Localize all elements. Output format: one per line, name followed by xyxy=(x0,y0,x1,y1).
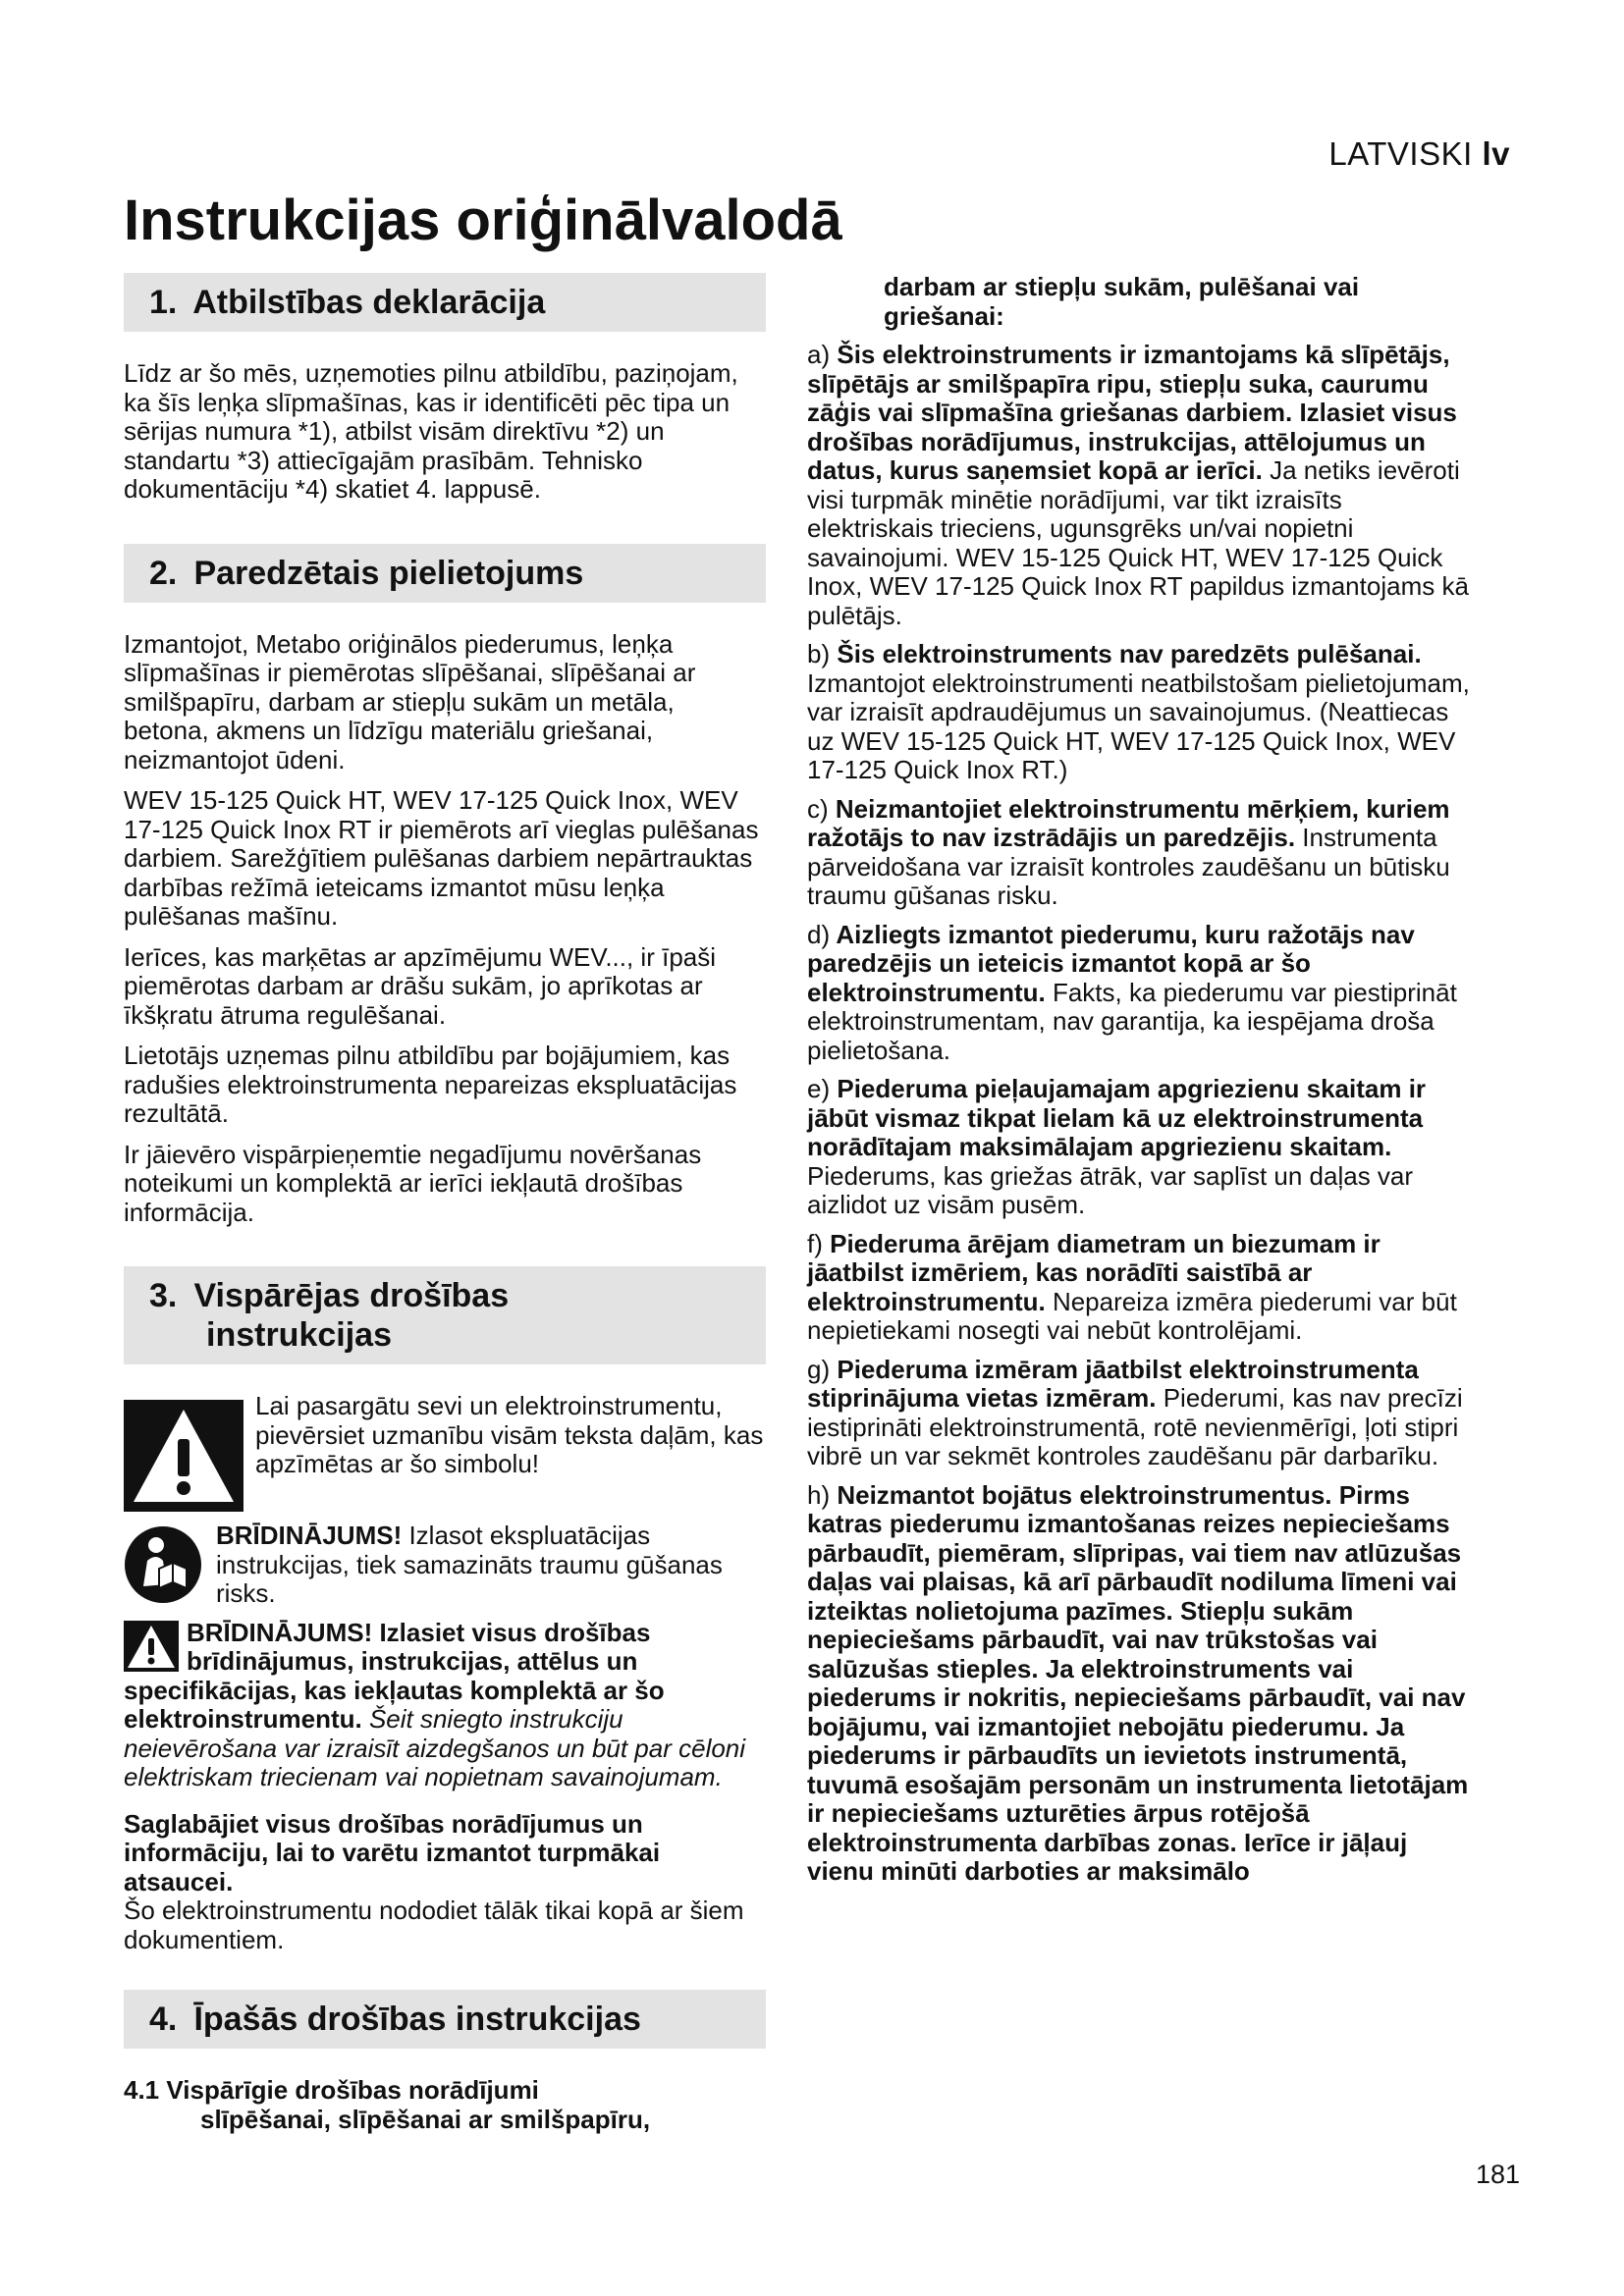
section-1-number: 1. xyxy=(149,284,178,321)
item-g-label: g) xyxy=(807,1354,831,1384)
item-a-label: a) xyxy=(807,340,831,369)
warning-triangle-small-icon xyxy=(124,1621,179,1672)
page-number: 181 xyxy=(1475,2160,1520,2189)
save-instructions-bold: Saglabājiet visus drošības norādījumus un informāciju, lai to varētu izmantot turpmākai atsaucei. xyxy=(124,1808,661,1896)
read-manual-note xyxy=(124,1522,766,1609)
section-1-paragraph: Līdz ar šo mēs, uzņemoties pilnu atbildību, paziņojam, ka šīs leņķa slīpmašīnas, kas ir identificēti pēc tipa un sērijas numura *1), atbilst visām direktīvu *2) un standartu *3) attiecīgajām prasībām. Tehnisko dokumentāciju *4) skatiet 4. lappusē. xyxy=(124,358,738,504)
section-2-heading xyxy=(124,544,766,603)
language-name: LATVISKI xyxy=(1328,135,1473,172)
save-instructions xyxy=(124,1810,766,1955)
save-instructions-text: Šo elektroinstrumentu nododiet tālāk tikai kopā ar šiem dokumentiem. xyxy=(124,1896,744,1954)
warning-symbol-note xyxy=(124,1392,766,1512)
item-c-label: c) xyxy=(807,793,829,824)
item-f-label: f) xyxy=(807,1228,823,1258)
subsection-4-1-heading xyxy=(124,2076,766,2134)
section-2-paragraph-2: WEV 15-125 Quick HT, WEV 17-125 Quick Inox, WEV 17-125 Quick Inox RT ir piemērots arī vieglas pulēšanas darbiem. Sarežģītiem pulēšanas darbiem nepārtrauktas darbības režīmā ieteicams izmantot mūsu leņķa pulēšanas mašīnu. xyxy=(124,785,759,931)
language-header xyxy=(1328,135,1510,173)
item-e-text: Piederums, kas griežas ātrāk, var saplīst un daļas var aizlidot uz visām pusēm. xyxy=(807,1160,1414,1219)
warning-label: BRĪDINĀJUMS! xyxy=(216,1521,403,1550)
item-g xyxy=(807,1356,1471,1471)
item-d-label: d) xyxy=(807,919,831,949)
item-b xyxy=(807,640,1471,785)
read-all-warnings xyxy=(124,1619,766,1792)
section-4-heading xyxy=(124,1990,766,2049)
item-h-label: h) xyxy=(807,1479,831,1510)
left-column xyxy=(124,273,766,2134)
section-4-number: 4. xyxy=(149,2001,178,2038)
subsection-4-1-continuation: darbam ar stiepļu sukām, pulēšanai vai griešanai: xyxy=(884,272,1360,331)
item-c-bold: Neizmantojiet elektroinstrumentu mērķiem, kuriem ražotājs to nav izstrādājis un paredzējis. xyxy=(807,793,1450,852)
section-2-paragraph-4: Lietotājs uzņemas pilnu atbildību par bojājumiem, kas radušies elektroinstrumenta nepareizas ekspluatācijas rezultātā. xyxy=(124,1041,737,1128)
section-3-title-line-2: instrukcijas xyxy=(206,1316,392,1354)
item-c-text: Instrumenta pārveidošana var izraisīt kontroles zaudēšanu un būtisku traumu gūšanas risku. xyxy=(807,823,1450,910)
section-2-paragraph-1: Izmantojot, Metabo oriģinālos piederumus, leņķa slīpmašīnas ir piemērotas slīpēšanai, slīpēšanai ar smilšpapīru, darbam ar stiepļu sukām un metāla, betona, akmens un līdzīgu materiālu griešanai, neizmantojot ūdeni. xyxy=(124,628,696,774)
section-3-number: 3. xyxy=(149,1277,178,1314)
read-manual-icon xyxy=(124,1525,202,1604)
subsection-4-1-number: 4.1 xyxy=(124,2075,160,2105)
item-a-text: Ja netiks ievēroti visi turpmāk minētie norādījumi, var tikt izraisīts elektriskais trieciens, ugunsgrēks un/vai nopietni savainojumi. WEV 15-125 Quick HT, WEV 17-125 Quick Inox, WEV 17-125 Quick Inox RT papildus izmantojams kā pulētājs. xyxy=(807,455,1469,630)
item-a xyxy=(807,341,1471,630)
item-h-bold: Neizmantot bojātus elektroinstrumentus. Pirms katras piederumu izmantošanas reizes nepieciešams pārbaudīt, piemēram, slīpripas, vai tiem nav atlūzušas daļas vai plaisas, kā arī pārbaudīt nodiluma līmeni vai izteiktas nolietojuma pazīmes. Stiepļu sukām nepieciešams pārbaudīt, vai nav trūkstošas vai salūzušas stieples. Ja elektroinstruments vai piederums ir nokritis, nepieciešams pārbaudīt, vai nav bojājumu, vai izmantojiet nebojātu piederumu. Ja piederums ir pārbaudīts un ievietots instrumentā, tuvumā esošajām personām un instrumenta lietotājam ir nepieciešams uzturēties ārpus rotējošā elektroinstrumenta darbības zonas. Ierīce ir jāļauj vienu minūti darboties ar maksimālo xyxy=(807,1479,1469,1886)
section-2-paragraph-3: Ierīces, kas marķētas ar apzīmējumu WEV..., ir īpaši piemērotas darbam ar drāšu sukām, jo aprīkotas ar īkšķratu ātruma regulēšanai. xyxy=(124,941,717,1030)
item-a-bold: Šis elektroinstruments ir izmantojams kā slīpētājs, slīpētājs ar smilšpapīra ripu, stiepļu suka, caurumu zāģis vai slīpmašīna griešanas darbiem. Izlasiet visus drošības norādījumus, instrukcijas, attēlojumus un datus, kurus saņemsiet kopā ar ierīci. xyxy=(807,340,1457,485)
item-f xyxy=(807,1230,1471,1346)
warning-triangle-icon xyxy=(124,1400,244,1512)
item-g-bold: Piederuma izmēram jāatbilst elektroinstrumenta stiprinājuma vietas izmēram. xyxy=(807,1354,1419,1413)
section-3-heading xyxy=(124,1266,766,1364)
section-4-title: Īpašās drošības instrukcijas xyxy=(193,2001,641,2038)
item-d xyxy=(807,921,1471,1066)
item-d-bold: Aizliegts izmantot piederumu, kuru ražotājs nav paredzējis un ieteicis izmantot kopā ar šo elektroinstrumentu. xyxy=(807,919,1415,1007)
language-code: lv xyxy=(1482,135,1510,172)
section-2-number: 2. xyxy=(149,554,178,592)
section-2-paragraph-5: Ir jāievēro vispārpieņemtie negadījumu novēršanas noteikumi un komplektā ar ierīci iekļautā drošības informācija. xyxy=(124,1139,702,1227)
item-b-bold: Šis elektroinstruments nav paredzēts pulēšanai. xyxy=(830,639,1422,668)
item-h xyxy=(807,1481,1471,1887)
section-1-title: Atbilstības deklarācija xyxy=(192,284,546,321)
item-b-text: Izmantojot elektroinstrumenti neatbilstošam pielietojumam, var izraisīt apdraudējumus un savainojumus. (Neattiecas uz WEV 15-125 Quick HT, WEV 17-125 Quick Inox, WEV 17-125 Quick Inox RT.) xyxy=(807,667,1470,784)
subsection-4-1-line-1: Vispārīgie drošības norādījumi xyxy=(166,2075,539,2105)
item-e-label: e) xyxy=(807,1074,831,1103)
right-column xyxy=(807,273,1471,1896)
read-all-warnings-bold: BRĪDINĀJUMS! Izlasiet visus drošības brīdinājumus, instrukcijas, attēlus un specifikācijas, kas iekļautas komplektā ar šo elektroinstrumentu. xyxy=(124,1617,665,1734)
item-f-text: Nepareiza izmēra piederumi var būt nepietiekami nosegti vai nebūt kontrolējami. xyxy=(807,1286,1457,1345)
item-e-bold: Piederuma pieļaujamajam apgriezienu skaitam ir jābūt vismaz tikpat lielam kā uz elektroinstrumenta norādītajam maksimālajam apgriezienu skaitam. xyxy=(807,1074,1427,1161)
section-2-title: Paredzētais pielietojums xyxy=(193,554,584,592)
subsection-4-1-line-2: slīpēšanai, slīpēšanai ar smilšpapīru, xyxy=(200,2104,651,2134)
read-manual-body: Izlasot ekspluatācijas instrukcijas, tiek samazināts traumu gūšanas risks. xyxy=(216,1521,723,1608)
page-title: Instrukcijas oriģinālvalodā xyxy=(124,188,842,252)
item-d-text: Fakts, ka piederumu var piestiprināt elektroinstrumentam, nav garantija, ka iespējama droša pielietošana. xyxy=(807,977,1457,1065)
section-3-title-line-1: Vispārējas drošības xyxy=(193,1277,510,1314)
item-g-text: Piederumi, kas nav precīzi iestiprināti elektroinstrumentā, rotē nevienmērīgi, ļoti stipri vibrē un var sekmēt kontroles zaudēšanu pār darbarīku. xyxy=(807,1383,1463,1470)
read-all-warnings-italic: Šeit sniegto instrukciju neievērošana var izraisīt aizdegšanos un būt par cēloni elektriskam triecienam vai nopietnam savainojumam. xyxy=(124,1704,746,1791)
warning-symbol-text: Lai pasargātu sevi un elektroinstrumentu, pievērsiet uzmanību visām teksta daļām, kas apzīmētas ar šo simbolu! xyxy=(255,1391,764,1478)
read-manual-text xyxy=(216,1522,766,1609)
item-f-bold: Piederuma ārējam diametram un biezumam ir jāatbilst izmēriem, kas norādīti saistībā ar elektroinstrumentu. xyxy=(807,1228,1380,1316)
item-c xyxy=(807,795,1471,911)
section-1-heading xyxy=(124,273,766,332)
item-e xyxy=(807,1075,1471,1220)
item-b-label: b) xyxy=(807,639,831,668)
